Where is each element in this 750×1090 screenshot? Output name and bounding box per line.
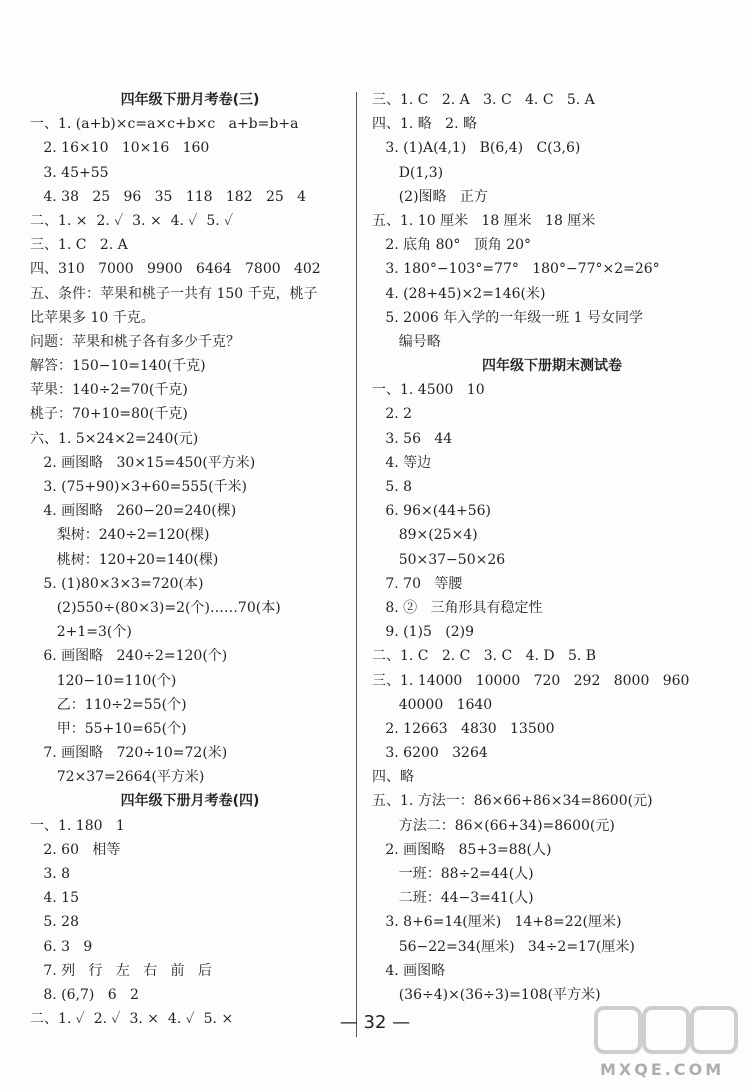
right-answer-line: 4. 等边 — [372, 454, 432, 471]
right-answer-line: 方法二：86×(66+34)=8600(元) — [372, 817, 615, 834]
left-answer-line: 2. 画图略 30×15=450(平方米) — [30, 454, 256, 471]
right-answer-line: 三、1. C 2. A 3. C 4. C 5. A — [372, 92, 595, 108]
right-answer-line: (36÷4)×(36÷3)=108(平方米) — [372, 986, 601, 1003]
left-answer-line: 4. 38 25 96 35 118 182 25 4 — [30, 188, 307, 205]
right-answer-line: 四、略 — [372, 769, 414, 786]
left-answer-line: 解答：150−10=140(千克) — [30, 358, 206, 375]
left-answer-line: 梨树：240÷2=120(棵) — [30, 527, 210, 544]
right-answer-line: 3. 8+6=14(厘米) 14+8=22(厘米) — [372, 914, 622, 931]
left-answer-line: 5. 28 — [30, 914, 79, 931]
right-answer-line: 5. 2006 年入学的一年级一班 1 号女同学 — [372, 309, 644, 326]
right-answer-line: 2. 2 — [372, 406, 413, 423]
left-answer-line: 乙：110÷2=55(个) — [30, 696, 187, 713]
left-answer-line: 6. 画图略 240÷2=120(个) — [30, 648, 228, 665]
right-answer-line: 50×37−50×26 — [372, 551, 506, 568]
right-answer-line: 89×(25×4) — [372, 527, 478, 544]
left-section-title: 四年级下册月考卷(四) — [120, 793, 260, 810]
left-section-title: 四年级下册月考卷(三) — [120, 92, 260, 108]
left-answer-line: 桃子：70+10=80(千克) — [30, 406, 188, 423]
left-answer-line: 一、1. 180 1 — [30, 817, 125, 834]
right-answer-line: 三、1. 14000 10000 720 292 8000 960 — [372, 672, 690, 689]
left-answer-line: 三、1. C 2. A — [30, 237, 128, 254]
left-answer-line: 2+1=3(个) — [30, 624, 132, 641]
left-answer-line: 3. 45+55 — [30, 164, 109, 181]
left-answer-line: 2. 60 相等 — [30, 841, 121, 858]
right-answer-line: 四、1. 略 2. 略 — [372, 116, 477, 133]
right-answer-line: 3. 56 44 — [372, 430, 453, 447]
left-answer-line: 二、1. × 2. ✓ 3. × 4. ✓ 5. ✓ — [30, 212, 234, 229]
page-number: — 32 — — [339, 1012, 411, 1033]
right-answer-line: 二班：44−3=41(人) — [372, 890, 534, 907]
left-answer-line: 4. 15 — [30, 890, 79, 907]
left-answer-line: 甲：55+10=65(个) — [30, 720, 187, 737]
right-answer-line: 二、1. C 2. C 3. C 4. D 5. B — [372, 648, 597, 665]
right-answer-line: 编号略 — [372, 333, 441, 350]
left-answer-line: 桃树：120+20=140(棵) — [30, 551, 219, 568]
right-answer-line: D(1,3) — [372, 164, 444, 181]
left-answer-line: 一、1. (a+b)×c=a×c+b×c a+b=b+a — [30, 116, 299, 133]
left-answer-line: 四、310 7000 9900 6464 7800 402 — [30, 261, 321, 278]
left-answer-line: 二、1. ✓ 2. ✓ 3. × 4. ✓ 5. × — [30, 1011, 234, 1028]
right-answer-line: 56−22=34(厘米) 34÷2=17(厘米) — [372, 938, 635, 955]
left-answer-line: 8. (6,7) 6 2 — [30, 986, 139, 1003]
left-answer-line: 7. 画图略 720÷10=72(米) — [30, 745, 228, 762]
right-answer-line: (2)图略 正方 — [372, 188, 488, 205]
right-answer-line: 3. 180°−103°=77° 180°−77°×2=26° — [372, 261, 660, 278]
right-answer-line: 一、1. 4500 10 — [372, 382, 485, 399]
left-answer-line: 72×37=2664(平方米) — [30, 769, 205, 786]
right-answer-line: 4. (28+45)×2=146(米) — [372, 285, 546, 302]
left-answer-line: 五、条件：苹果和桃子一共有 150 千克，桃子 — [30, 285, 318, 302]
right-answer-line: 6. 96×(44+56) — [372, 503, 491, 520]
left-answer-line: 六、1. 5×24×2=240(元) — [30, 430, 199, 447]
right-column — [372, 88, 732, 1007]
left-answer-line: 比苹果多 10 千克。 — [30, 309, 155, 326]
right-answer-line: 一班：88÷2=44(人) — [372, 866, 534, 882]
right-answer-line: 3. (1)A(4,1) B(6,4) C(3,6) — [372, 140, 581, 157]
left-answer-line: 问题：苹果和桃子各有多少千克？ — [30, 333, 240, 350]
right-answer-line: 5. 8 — [372, 479, 413, 495]
right-answer-line: 2. 画图略 85+3=88(人) — [372, 841, 552, 858]
left-answer-line: 5. (1)80×3×3=720(本) — [30, 575, 204, 592]
right-answer-line: 40000 1640 — [372, 696, 493, 713]
left-answer-line: 3. 8 — [30, 866, 71, 882]
left-answer-line: 6. 3 9 — [30, 938, 93, 955]
left-answer-line: 苹果：140÷2=70(千克) — [30, 382, 188, 399]
right-answer-line: 3. 6200 3264 — [372, 745, 488, 762]
left-answer-line: 7. 列 行 左 右 前 后 — [30, 962, 212, 979]
left-column — [30, 88, 350, 1031]
left-answer-line: 4. 画图略 260−20=240(棵) — [30, 503, 237, 520]
right-section-title: 四年级下册期末测试卷 — [482, 358, 622, 375]
right-answer-line: 9. (1)5 (2)9 — [372, 624, 474, 641]
right-answer-line: 8. ② 三角形具有稳定性 — [372, 599, 543, 616]
right-answer-line: 7. 70 等腰 — [372, 575, 463, 592]
left-answer-line: 120−10=110(个) — [30, 672, 177, 689]
right-answer-line: 2. 底角 80° 顶角 20° — [372, 237, 532, 254]
right-answer-line: 2. 12663 4830 13500 — [372, 720, 555, 737]
right-answer-line: 4. 画图略 — [372, 962, 446, 979]
column-divider — [356, 92, 357, 1037]
right-answer-line: 五、1. 10 厘米 18 厘米 18 厘米 — [372, 212, 596, 229]
left-answer-line: (2)550÷(80×3)=2(个)……70(本) — [30, 599, 281, 616]
left-answer-line: 2. 16×10 10×16 160 — [30, 140, 210, 157]
watermark-text: MXQE.COM — [600, 1060, 725, 1079]
right-answer-line: 五、1. 方法一：86×66+86×34=8600(元) — [372, 793, 653, 810]
left-answer-line: 3. (75+90)×3+60=555(千米) — [30, 479, 247, 495]
